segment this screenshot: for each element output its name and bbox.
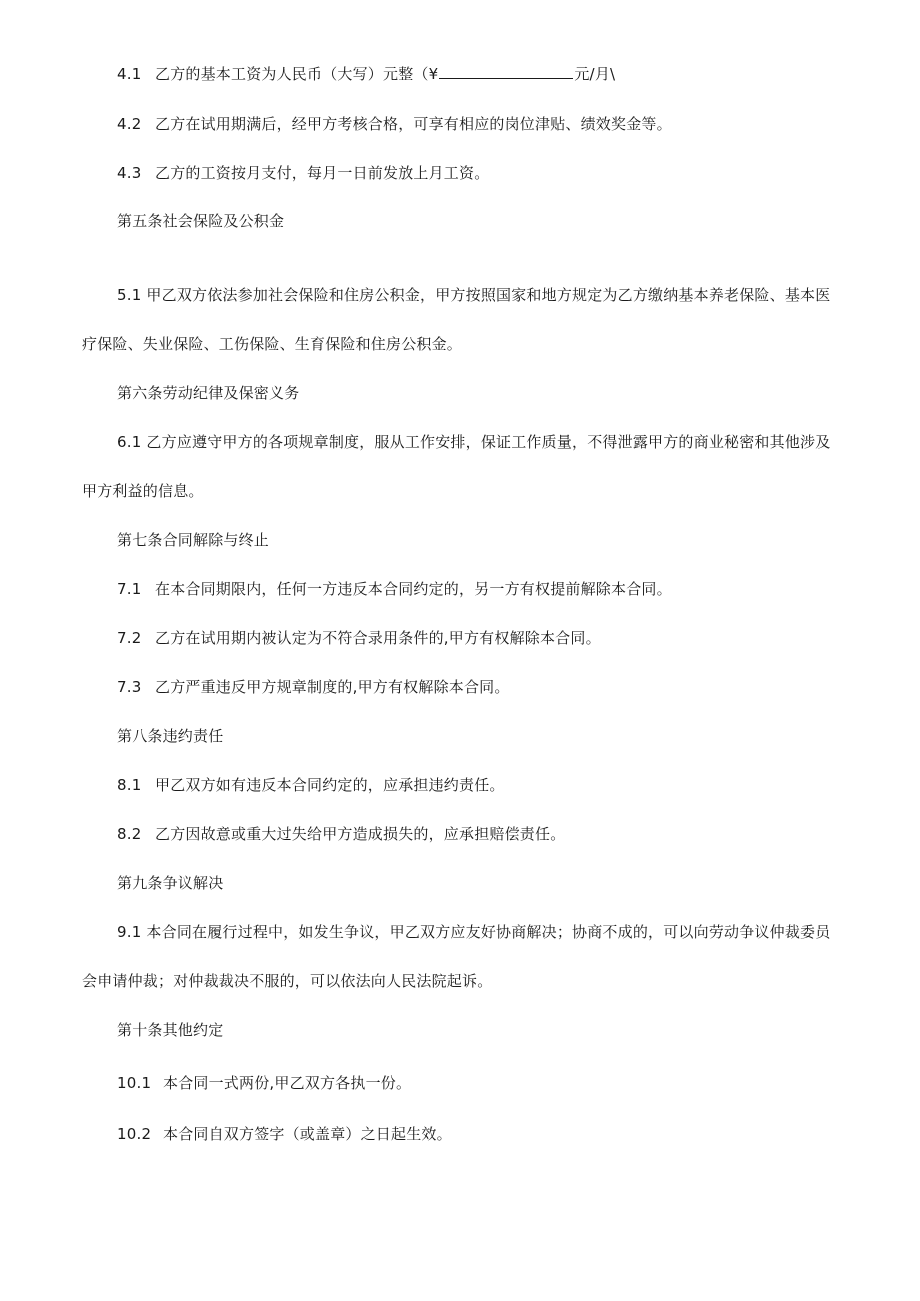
- clause-9-1-line-2: 会申请仲裁；对仲裁裁决不服的，可以依法向人民法院起诉。: [82, 972, 493, 990]
- clause-7-3: [117, 677, 510, 697]
- clause-5-1-line-2: 疗保险、失业保险、工伤保险、生育保险和住房公积金。: [82, 335, 463, 353]
- clause-number: 8.2: [117, 825, 142, 843]
- clause-6-1-line-2: 甲方利益的信息。: [82, 482, 204, 500]
- clause-text-pre: 乙方的基本工资为人民币（大写）元整（¥: [155, 65, 439, 83]
- clause-text-post: 元/月\: [574, 65, 616, 83]
- clause-4-2: [117, 114, 672, 134]
- article-7-heading: 第七条合同解除与终止: [117, 531, 270, 549]
- clause-6-1-line-1: 6.1 乙方应遵守甲方的各项规章制度，服从工作安排，保证工作质量，不得泄露甲方的商业秘密和其他涉及: [117, 433, 831, 451]
- clause-text: 乙方因故意或重大过失给甲方造成损失的，应承担赔偿责任。: [155, 825, 566, 843]
- article-8-heading: 第八条违约责任: [117, 727, 224, 745]
- article-5-heading: 第五条社会保险及公积金: [117, 212, 285, 230]
- clause-number: 10.1: [117, 1074, 152, 1092]
- clause-text: 在本合同期限内，任何一方违反本合同约定的，另一方有权提前解除本合同。: [155, 580, 672, 598]
- clause-text: 乙方严重违反甲方规章制度的,甲方有权解除本合同。: [155, 678, 510, 696]
- clause-text: 乙方在试用期内被认定为不符合录用条件的,甲方有权解除本合同。: [155, 629, 601, 647]
- clause-number: 10.2: [117, 1125, 152, 1143]
- salary-amount-blank: [439, 64, 573, 79]
- clause-7-2: [117, 628, 601, 648]
- clause-text: 本合同一式两份,甲乙双方各执一份。: [163, 1074, 412, 1092]
- clause-number: 8.1: [117, 776, 142, 794]
- clause-4-1: [117, 64, 615, 84]
- article-9-heading: 第九条争议解决: [117, 874, 224, 892]
- clause-number: 4.3: [117, 164, 142, 182]
- clause-8-1: [117, 775, 505, 795]
- clause-text: 乙方的工资按月支付，每月一日前发放上月工资。: [155, 164, 490, 182]
- clause-7-1: [117, 579, 672, 599]
- clause-number: 7.3: [117, 678, 142, 696]
- clause-9-1-line-1: 9.1 本合同在履行过程中，如发生争议，甲乙双方应友好协商解决；协商不成的，可以向劳动争议仲裁委员: [117, 923, 831, 941]
- clause-text: 本合同自双方签字（或盖章）之日起生效。: [163, 1125, 452, 1143]
- article-10-heading: 第十条其他约定: [117, 1021, 224, 1039]
- clause-4-3: [117, 163, 489, 183]
- clause-number: 4.1: [117, 65, 142, 83]
- clause-10-2: [117, 1124, 452, 1144]
- article-6-heading: 第六条劳动纪律及保密义务: [117, 384, 300, 402]
- clause-number: 7.1: [117, 580, 142, 598]
- clause-5-1-line-1: 5.1 甲乙双方依法参加社会保险和住房公积金，甲方按照国家和地方规定为乙方缴纳基本养老保险、基本医: [117, 286, 831, 304]
- clause-text: 乙方在试用期满后，经甲方考核合格，可享有相应的岗位津贴、绩效奖金等。: [155, 115, 672, 133]
- clause-number: 4.2: [117, 115, 142, 133]
- clause-10-1: [117, 1073, 411, 1093]
- clause-8-2: [117, 824, 565, 844]
- clause-text: 甲乙双方如有违反本合同约定的，应承担违约责任。: [155, 776, 505, 794]
- clause-number: 7.2: [117, 629, 142, 647]
